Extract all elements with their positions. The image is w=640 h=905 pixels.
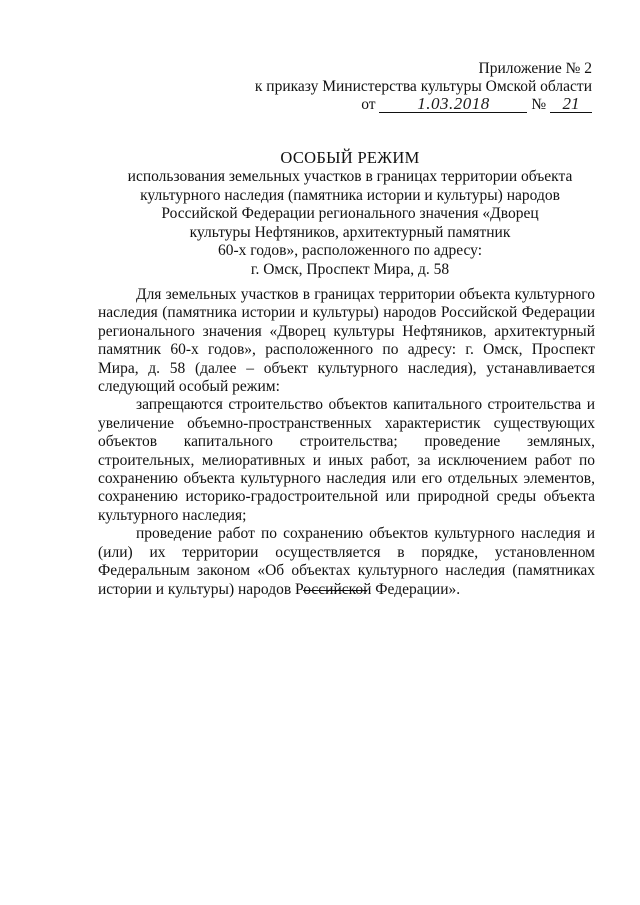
body-paragraph: проведение работ по сохранению объектов культурного наследия и (или) их территории осуществляется в порядке, установленном Федеральным законом «Об объектах культурного наследия (памятниках истории и культуры) народов Российской Федерации».	[98, 525, 595, 598]
subtitle-line: Российской Федерации регионального значения «Дворец	[161, 205, 539, 223]
document-title: ОСОБЫЙ РЕЖИМ	[280, 148, 420, 167]
subtitle-line: культурного наследия (памятника истории и культуры) народов	[140, 186, 560, 204]
subtitle-line: культуры Нефтяников, архитектурный памятник	[189, 223, 511, 241]
subtitle-line: 60-х годов», расположенного по адресу:	[217, 242, 482, 260]
title-block	[60, 148, 640, 280]
annex-order-reference: к приказу Министерства культуры Омской области	[254, 78, 592, 95]
body-paragraph: Для земельных участков в границах территории объекта культурного наследия (памятника истории и культуры) народов Российской Федерации регионального значения «Дворец культуры Нефтяников, архитектурный памятник 60-х годов», расположенного по адресу: г. Омск, Проспект Мира, д. 58 (далее – объект культурного наследия), устанавливается следующий особый режим:	[98, 286, 595, 396]
document-body	[98, 286, 595, 599]
document-subtitle	[60, 168, 640, 280]
number-prefix: №	[531, 96, 547, 113]
body-paragraph: запрещаются строительство объектов капитального строительства и увеличение объемно-пространственных характеристик существующих объектов капитального строительства; проведение земляных, строительных, мелиоративных и иных работ, за исключением работ по сохранению объекта культурного наследия или его отдельных элементов, сохранению историко-градостроительной или природной среды объекта культурного наследия;	[98, 396, 595, 524]
end-divider	[303, 590, 367, 591]
date-prefix: от	[361, 96, 376, 113]
annex-date-number-line	[255, 96, 592, 114]
subtitle-line: г. Омск, Проспект Мира, д. 58	[250, 260, 450, 278]
annex-number: Приложение № 2	[478, 60, 592, 77]
annex-header	[255, 60, 592, 114]
handwritten-number: 21	[550, 96, 592, 113]
handwritten-date: 1.03.2018	[379, 96, 527, 113]
subtitle-line: использования земельных участков в границах территории объекта	[127, 168, 573, 185]
